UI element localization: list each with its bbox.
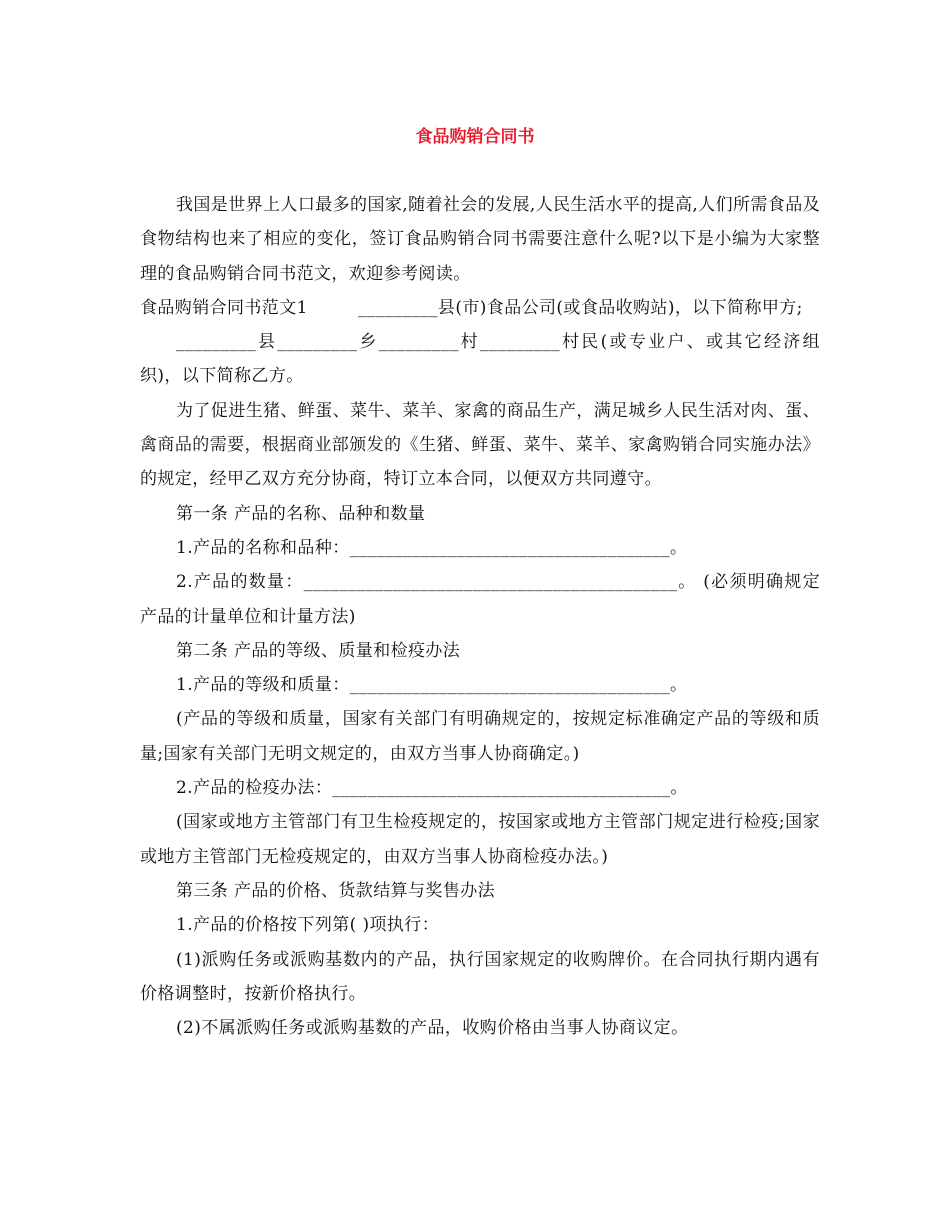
- purpose-paragraph: 为了促进生猪、鲜蛋、菜牛、菜羊、家禽的商品生产，满足城乡人民生活对肉、蛋、禽商品的需要，根据商业部颁发的《生猪、鲜蛋、菜牛、菜羊、家禽购销合同实施办法》的规定，经甲乙双方充分协商，特订立本合同，以便双方共同遵守。: [140, 400, 820, 490]
- article-1-item-2: 2.产品的数量：__________________________________________。 (必须明确规定产品的计量单位和计量方法): [140, 572, 820, 627]
- article-2-heading: 第二条 产品的等级、质量和检疫办法: [176, 640, 461, 661]
- intro-paragraph: 我国是世界上人口最多的国家,随着社会的发展,人民生活水平的提高,人们所需食品及食物结构也来了相应的变化，签订食品购销合同书需要注意什么呢?以下是小编为大家整理的食品购销合同书范文，欢迎参考阅读。: [140, 195, 820, 284]
- article-2-item-1: 1.产品的等级和质量：____________________________________。: [176, 675, 688, 696]
- document-title: 食品购销合同书: [415, 127, 535, 147]
- article-1-heading: 第一条 产品的名称、品种和数量: [176, 503, 426, 524]
- sample-label: 食品购销合同书范文1: [140, 297, 308, 318]
- article-1-item-1: 1.产品的名称和品种：____________________________________。: [176, 537, 688, 558]
- article-2-note-2: (国家或地方主管部门有卫生检疫规定的，按国家或地方主管部门规定进行检疫;国家或地方主管部门无检疫规定的，由双方当事人协商检疫办法。): [140, 812, 820, 867]
- article-3-item-1: 1.产品的价格按下列第( )项执行：: [176, 915, 440, 936]
- party-a-text: _________县(市)食品公司(或食品收购站)，以下简称甲方;: [357, 297, 803, 318]
- article-3-heading: 第三条 产品的价格、货款结算与奖售办法: [176, 880, 496, 901]
- article-3-option-1: (1)派购任务或派购基数内的产品，执行国家规定的收购牌价。在合同执行期内遇有价格调整时，按新价格执行。: [140, 949, 820, 1004]
- article-2-item-2: 2.产品的检疫办法：______________________________________。: [176, 778, 688, 799]
- document-body: [140, 188, 820, 1045]
- party-a-paragraph: [140, 291, 820, 325]
- party-b-paragraph: _________县_________乡_________村_________村民(或专业户、或其它经济组织)，以下简称乙方。: [140, 332, 820, 387]
- article-3-option-2: (2)不属派购任务或派购基数的产品，收购价格由当事人协商议定。: [176, 1018, 689, 1039]
- article-2-note-1: (产品的等级和质量，国家有关部门有明确规定的，按规定标准确定产品的等级和质量;国家有关部门无明文规定的，由双方当事人协商确定。): [140, 709, 820, 764]
